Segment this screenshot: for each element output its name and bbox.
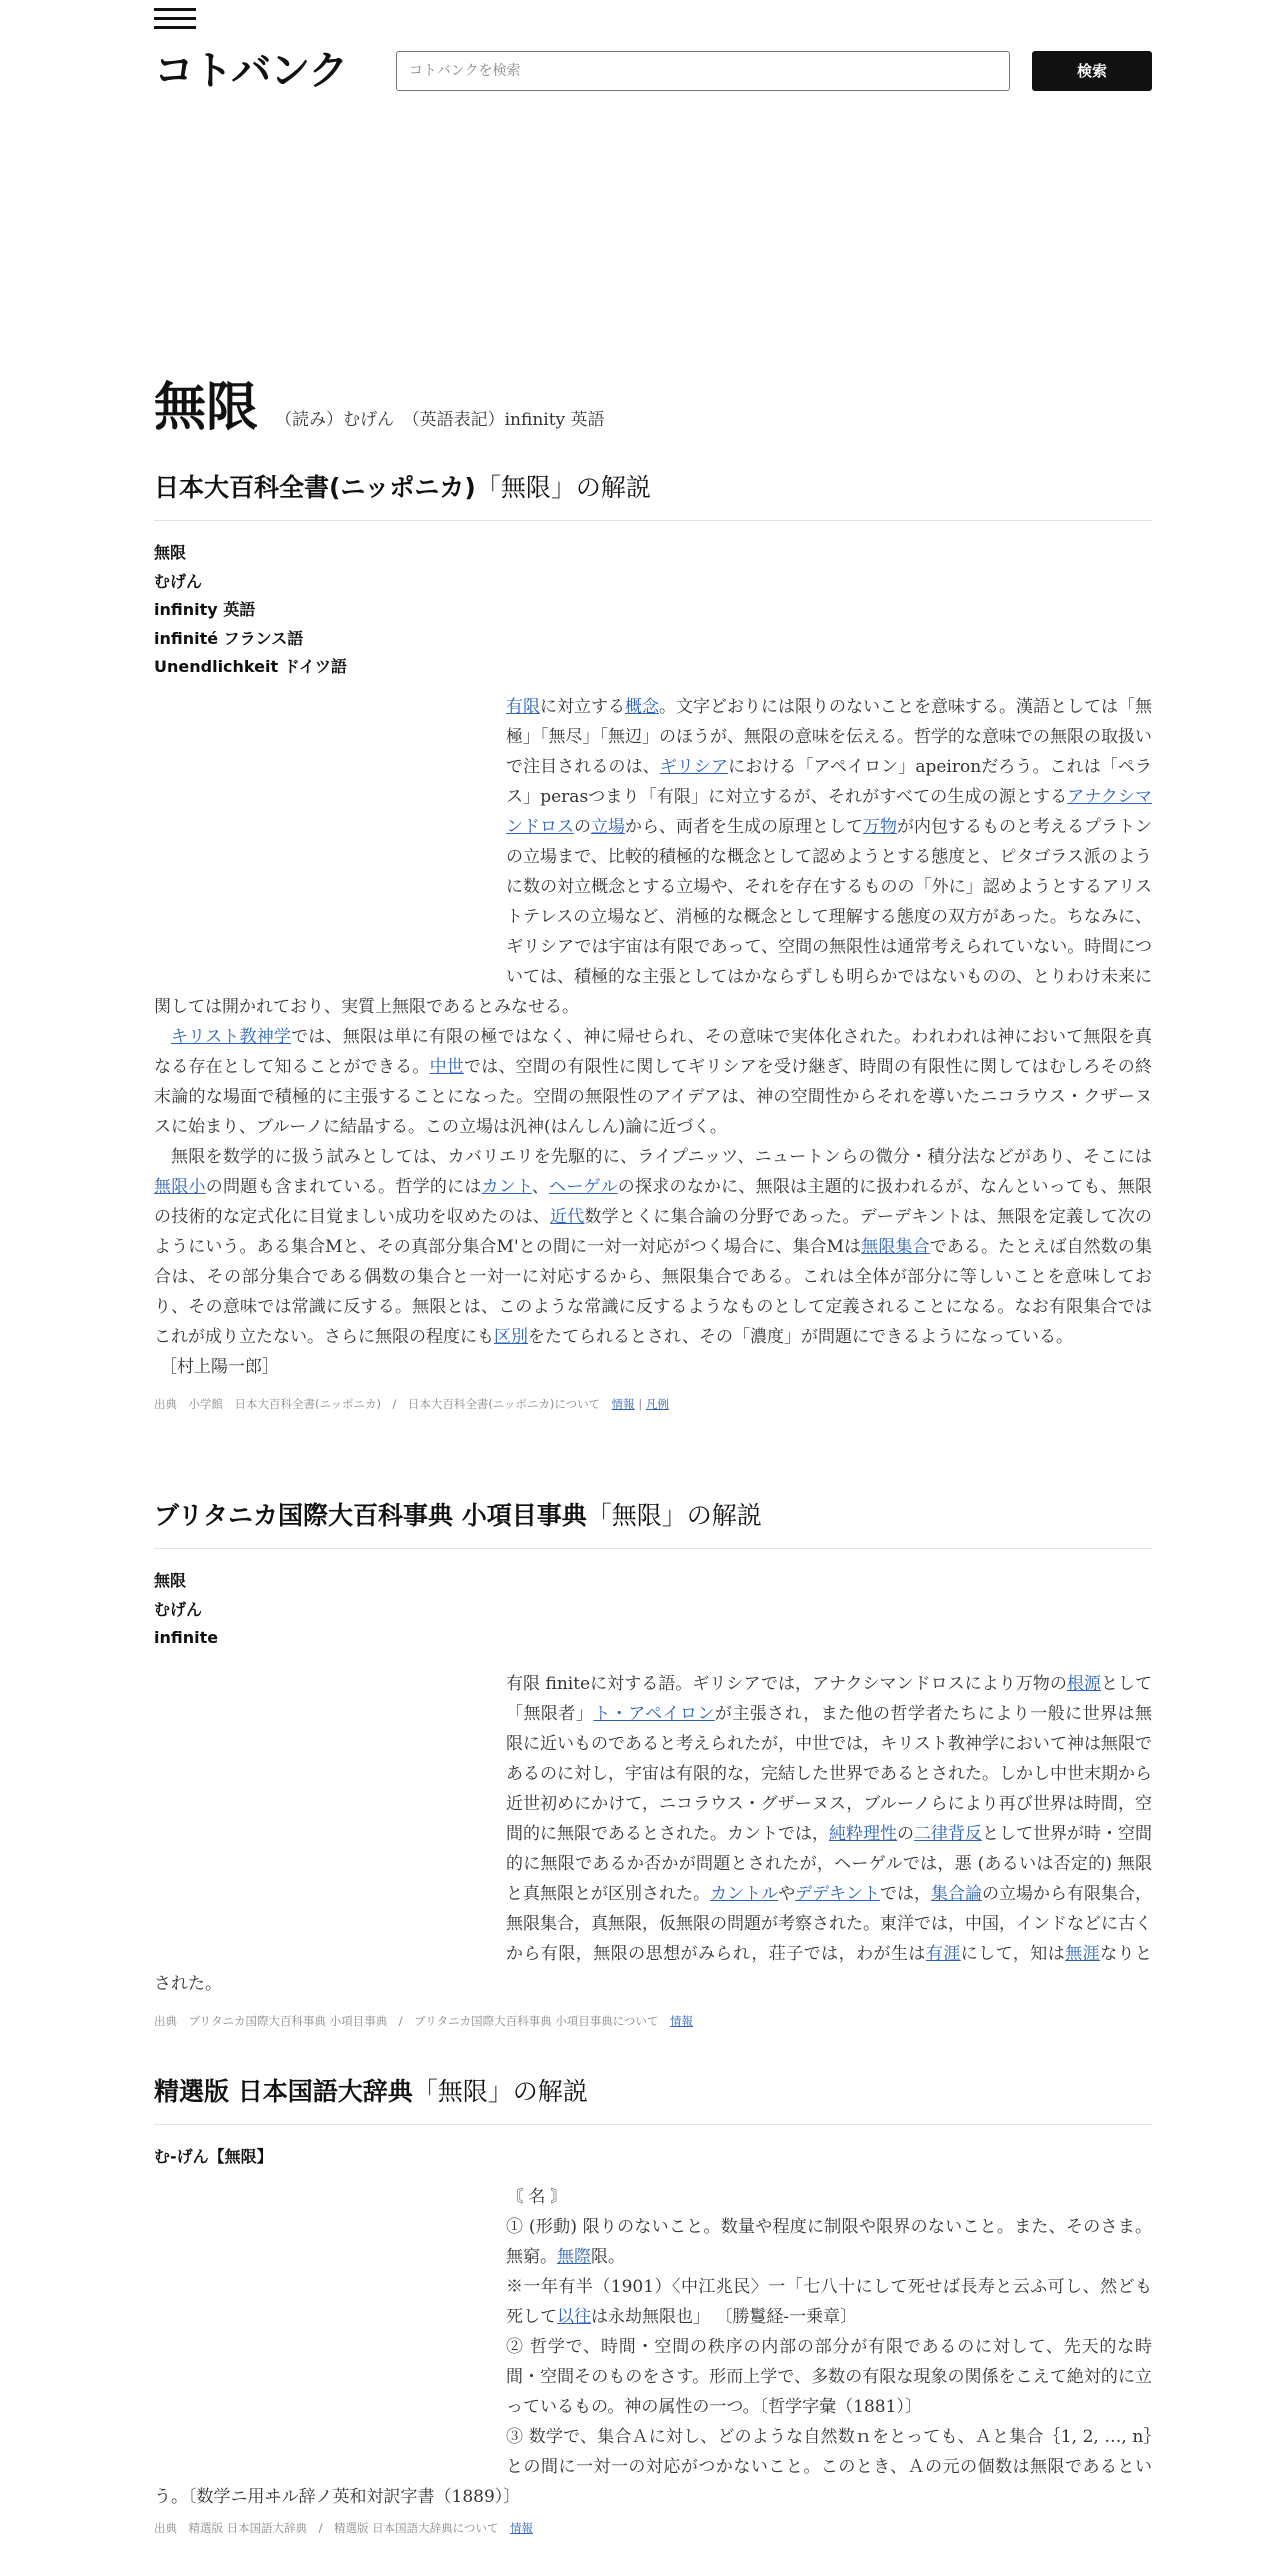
- term-link[interactable]: 根源: [1066, 1673, 1101, 1694]
- info-link[interactable]: 情報: [611, 1396, 635, 1411]
- page-title: 無限: [154, 378, 259, 438]
- paragraph: ① (形動) 限りのないこと。数量や程度に制限や限界のないこと。また、そのさま。無窮。無際限。: [506, 2216, 1152, 2267]
- paragraph: 有限に対立する概念。文字どおりには限りのないことを意味する。漢語としては「無極」「無尽」「無辺」のほうが、無限の意味を伝える。哲学的な意味での無限の取扱いで注目されるのは、ギリシアにおける「アペイロン」apeironだろう。これは「ペラス」perasつまり「有限」に対立するが、それがすべての生成の源とするアナクシマンドロスの立場から、両者を生成の原理として万物が内包するものと考えるプラトンの立場まで、比較的積極的な概念として認めようとする態度と、ピタゴラス派のように数の対立概念とする立場や、それを存在するものの「外に」認めようとするアリストテレスの立場など、消極的な概念として理解する態度の双方があった。ちなみに、ギリシアでは宇宙は有限であって、空間の無限性は通常考えられていない。時間については、積極的な主張としてはかならずしも明らかではないものの、とりわけ未来に関しては開かれており、実質上無限であるとみなせる。: [154, 696, 1153, 1017]
- term-link[interactable]: カントル: [710, 1883, 779, 1904]
- article-body: [154, 1669, 1152, 1999]
- term-link[interactable]: 有限: [506, 696, 540, 717]
- source-line: 出典 ブリタニカ国際大百科事典 小項目事典 / ブリタニカ国際大百科事典 小項目事典について 情報: [154, 2013, 694, 2028]
- paragraph: キリスト教神学では、無限は単に有限の極ではなく、神に帰せられ、その意味で実体化された。われわれは神において無限を真なる存在として知ることができる。中世では、空間の有限性に関してギリシアを受け継ぎ、時間の有限性に関してはむしろその終末論的な場面で積極的に主張することになった。空間の無限性のアイデアは、神の空間性からそれを導いたニコラウス・クザーヌスに始まり、ブルーノに結晶する。この立場は汎神(はんしん)論に近づく。: [154, 1026, 1153, 1137]
- info-link[interactable]: 情報: [670, 2013, 694, 2028]
- source-line: 出典 精選版 日本国語大辞典 / 精選版 日本国語大辞典について 情報: [154, 2520, 533, 2535]
- legend-link[interactable]: 凡例: [645, 1396, 669, 1411]
- term-link[interactable]: 二律背反: [914, 1823, 982, 1844]
- section-heading: ブリタニカ国際大百科事典 小項目事典「無限」の解説: [154, 1498, 1152, 1549]
- section-heading: 精選版 日本国語大辞典「無限」の解説: [154, 2074, 1152, 2125]
- term-link[interactable]: 概念: [625, 696, 659, 717]
- term-link[interactable]: 有涯: [925, 1943, 961, 1964]
- term-list: 無限 むげん infinite: [154, 1571, 219, 1647]
- term-link[interactable]: デデキント: [795, 1883, 880, 1904]
- paragraph: 有限 finiteに対する語。ギリシアでは，アナクシマンドロスにより万物の根源として「無限者」ト・アペイロンが主張され，また他の哲学者たちにより一般に世界は無限に近いものであると考えられたが，中世では，キリスト教神学において神は無限であるのに対し，宇宙は有限的な，完結した世界であるとされた。しかし中世末期から近世初めにかけて，ニコラウス・グザーヌス，ブルーノらにより再び世界は時間，空間的に無限であるとされた。カントでは，純粋理性の二律背反として世界が時・空間的に無限であるか否かが問題とされたが，ヘーゲルでは，悪 (あるいは否定的) 無限と真無限とが区別された。カントルやデデキントでは，集合論の立場から有限集合，無限集合，真無限，仮無限の問題が考察された。東洋では，中国，インドなどに古くから有限，無限の思想がみられ，荘子では，わが生は有涯にして，知は無涯なりとされた。: [154, 1673, 1153, 1994]
- term-link[interactable]: カント: [481, 1176, 532, 1197]
- article-body: [154, 692, 1152, 1382]
- paragraph: 〘 名 〙: [506, 2186, 568, 2207]
- term-link[interactable]: 区別: [494, 1326, 528, 1347]
- source-line: 出典 小学館 日本大百科全書(ニッポニカ) / 日本大百科全書(ニッポニカ)について 情報 | 凡例: [154, 1396, 669, 1411]
- term-link[interactable]: 以往: [557, 2306, 591, 2327]
- section-britannica: [154, 1498, 1152, 2029]
- section-nipponica: [154, 470, 1152, 1412]
- term-list: 無限 むげん infinity 英語 infinité フランス語 Unendlichkeit ドイツ語: [154, 543, 347, 676]
- term-link[interactable]: ト・アペイロン: [593, 1703, 715, 1724]
- term-link[interactable]: アナクシマンドロス: [506, 786, 1152, 837]
- term-link[interactable]: 無限集合: [861, 1236, 930, 1257]
- menu-icon[interactable]: [154, 8, 196, 32]
- author: ［村上陽一郎］: [160, 1356, 279, 1377]
- paragraph: ※一年有半（1901）〈中江兆民〉一「七八十にして死せば長寿と云ふ可し、然ども死して以往は永劫無限也」 〔勝鬘経‐一乗章〕: [506, 2276, 1152, 2327]
- term-link[interactable]: ギリシア: [659, 756, 729, 777]
- term-link[interactable]: キリスト教神学: [171, 1026, 292, 1047]
- entry-reading: （読み）むげん （英語表記）infinity 英語: [275, 410, 605, 430]
- term-list: む‐げん【無限】: [154, 2147, 273, 2166]
- search-button[interactable]: 検索: [1032, 51, 1152, 91]
- term-link[interactable]: ヘーゲル: [549, 1176, 618, 1197]
- paragraph: ③ 数学で、集合Ａに対し、どのような自然数ｎをとっても、Ａと集合｛1, 2, …, n｝との間に一対一の対応がつかないこと。このとき、Ａの元の個数は無限であるという。〔数学ニ用ヰル辞ノ英和対訳字書（1889）〕: [154, 2426, 1152, 2507]
- site-logo[interactable]: コトバンク: [154, 48, 348, 94]
- entry-title-row: [154, 376, 1152, 440]
- term-link[interactable]: 万物: [863, 816, 897, 837]
- search-input[interactable]: コトバンクを検索: [396, 51, 1010, 91]
- paragraph: ② 哲学で、時間・空間の秩序の内部の部分が有限であるのに対して、先天的な時間・空間そのものをさす。形而上学で、多数の有限な現象の関係をこえて絶対的に立っているもの。神の属性の一つ。〔哲学字彙（1881）〕: [506, 2336, 1152, 2417]
- term-link[interactable]: 近代: [549, 1206, 585, 1227]
- term-link[interactable]: 無涯: [1065, 1943, 1101, 1964]
- paragraph: 無限を数学的に扱う試みとしては、カバリエリを先駆的に、ライプニッツ、ニュートンらの微分・積分法などがあり、そこには無限小の問題も含まれている。哲学的にはカント、ヘーゲルの探求のなかに、無限は主題的に扱われるが、なんといっても、無限の技術的な定式化に目覚ましい成功を収めたのは、近代数学とくに集合論の分野であった。デーデキントは、無限を定義して次のようにいう。ある集合Mと、その真部分集合M'との間に一対一対応がつく場合に、集合Mは無限集合である。たとえば自然数の集合は、その部分集合である偶数の集合と一対一に対応するから、無限集合である。これは全体が部分に等しいことを意味しており、その意味では常識に反する。無限とは、このような常識に反するようなものとして定義されることになる。なお有限集合ではこれが成り立たない。さらに無限の程度にも区別をたてられるとされ、その「濃度」が問題にできるようになっている。: [154, 1146, 1153, 1347]
- term-link[interactable]: 中世: [429, 1056, 465, 1077]
- term-link[interactable]: 純粋理性: [829, 1823, 897, 1844]
- section-nikkoku: [154, 2074, 1152, 2536]
- section-heading: 日本大百科全書(ニッポニカ)「無限」の解説: [154, 470, 1152, 521]
- term-link[interactable]: 立場: [591, 816, 625, 837]
- term-link[interactable]: 集合論: [930, 1883, 982, 1904]
- article-body: [154, 2182, 1152, 2512]
- info-link[interactable]: 情報: [509, 2520, 533, 2535]
- term-link[interactable]: 無際: [557, 2246, 591, 2267]
- term-link[interactable]: 無限小: [154, 1176, 206, 1197]
